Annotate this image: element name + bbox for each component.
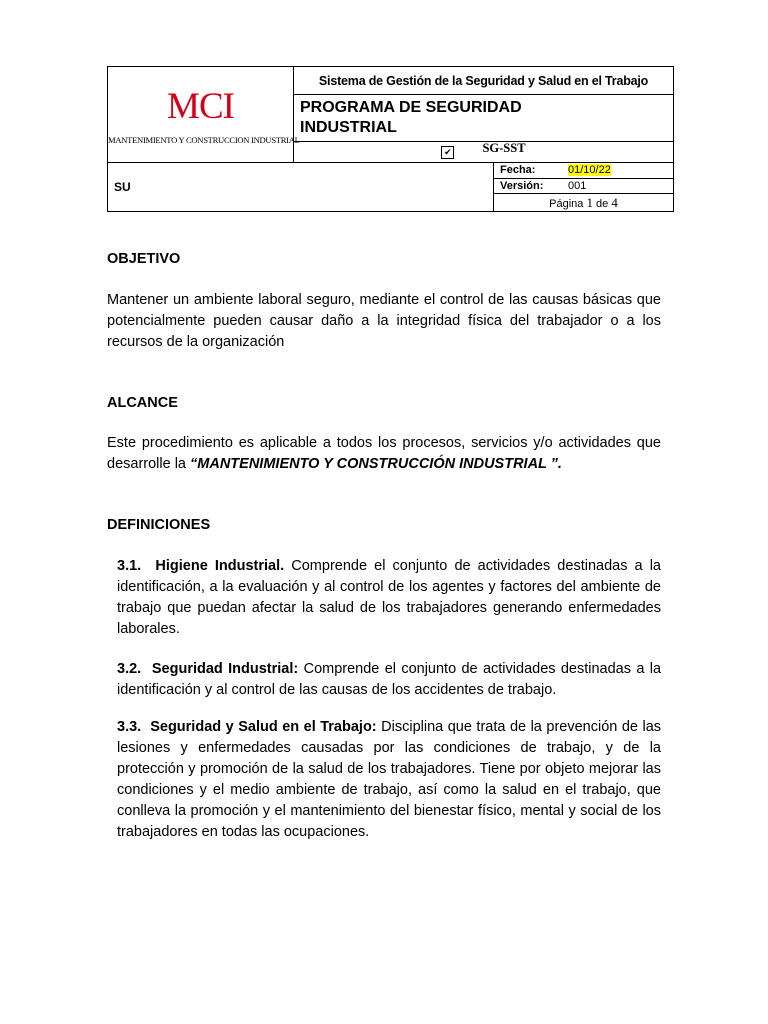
definition-number: 3.2. — [117, 661, 142, 677]
definition-item — [117, 556, 661, 640]
section-title-definiciones: DEFINICIONES — [107, 517, 211, 533]
page-current: 1 — [586, 194, 593, 210]
program-title — [294, 95, 674, 142]
alcance-paragraph — [107, 433, 661, 475]
document-code: SG-SST — [482, 140, 526, 155]
fecha-value: 01/10/22 — [568, 164, 611, 177]
definition-item — [117, 717, 661, 843]
definition-term: Seguridad Industrial: — [151, 661, 299, 677]
system-title: Sistema de Gestión de la Seguridad y Salud en el Trabajo — [294, 67, 674, 95]
objetivo-text: Mantener un ambiente laboral seguro, mediante el control de las causas básicas que potencialmente pueden causar daño a la integridad física del trabajador o a los recursos de la organización — [107, 292, 661, 350]
section-title-objetivo: OBJETIVO — [107, 251, 181, 267]
alcance-company: “MANTENIMIENTO Y CONSTRUCCIÓN INDUSTRIAL ”. — [190, 456, 562, 472]
document-header-table — [107, 66, 674, 212]
alcance-text: Este procedimiento es aplicable a todos los procesos, servicios y/o actividades que desarrolle la — [107, 435, 661, 472]
definition-number: 3.3. — [117, 719, 142, 735]
page-prefix: Página — [549, 197, 584, 210]
definition-term: Higiene Industrial. — [155, 558, 285, 574]
company-logo: MCI — [167, 85, 234, 127]
definition-number: 3.1. — [117, 558, 142, 574]
definition-text: Comprende el conjunto de actividades destinadas a la identificación y al control de las causas de los accidentes de trabajo. — [117, 661, 662, 698]
section-title-alcance: ALCANCE — [107, 395, 178, 411]
definition-item — [117, 659, 661, 701]
fecha-label: Fecha: — [494, 163, 562, 178]
checkbox-icon: ✔ — [441, 146, 454, 159]
version-value: 001 — [562, 178, 673, 194]
logo-cell — [108, 67, 300, 163]
page-total: 4 — [611, 194, 618, 210]
page-of: de — [596, 197, 609, 210]
program-title-text: PROGRAMA DE SEGURIDAD INDUSTRIAL — [300, 99, 522, 136]
definition-text: Comprende el conjunto de actividades destinadas a la identificación, a la evaluación y al control de los agentes y factores del ambiente de trabajo que puedan afectar la salud de los trabajadores generando enfermedades laborales. — [117, 558, 661, 637]
page-indicator — [494, 194, 673, 211]
definition-term: Seguridad y Salud en el Trabajo: — [150, 719, 377, 735]
code-cell — [294, 142, 674, 163]
company-name: MANTENIMIENTO Y CONSTRUCCION INDUSTRIAL — [108, 134, 300, 145]
fecha-value-cell — [562, 163, 673, 178]
su-cell: SU — [108, 163, 494, 212]
meta-table — [494, 163, 673, 211]
meta-cell — [494, 163, 674, 212]
definition-text: Disciplina que trata de la prevención de las lesiones y enfermedades causadas por las condiciones de trabajo, y de la protección y promoción de la salud de los trabajadores. Tiene por objeto mejorar las condiciones y el medio ambiente de trabajo, así como la salud en el trabajo, que conlleva la promoción y el mantenimiento del bienestar físico, mental y social de los trabajadores en todas las ocupaciones. — [117, 719, 662, 840]
version-label: Versión: — [494, 178, 562, 194]
